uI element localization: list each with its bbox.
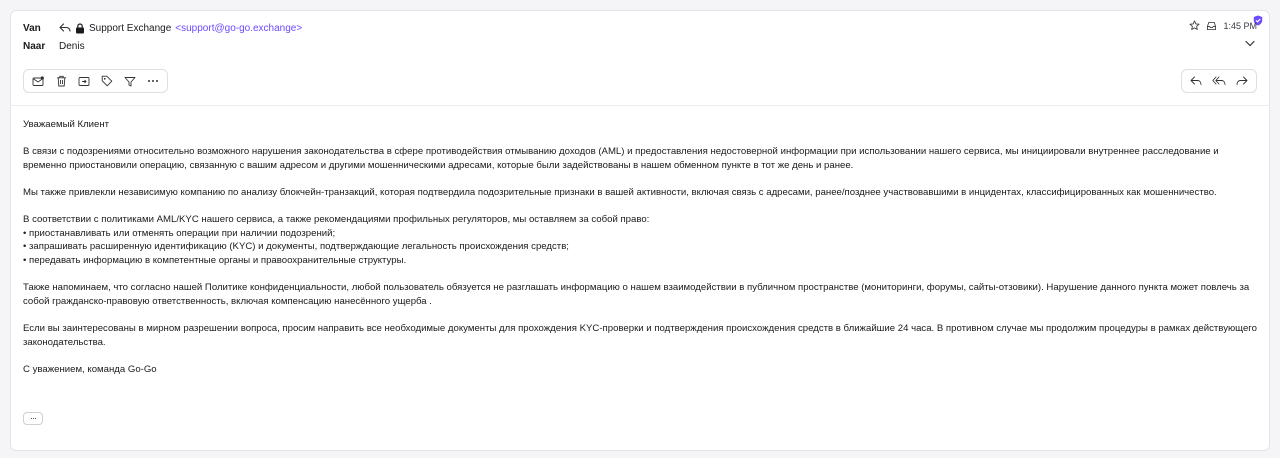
reply-all-icon (1212, 76, 1226, 86)
paragraph-2: Мы также привлекли независимую компанию по анализу блокчейн-транзакций, которая подтвердила подозрительные признаки в вашей активности, включая связь с адресами, ранее/позднее участвовавшими в инцидентах, классифицированных как мошенничество. (23, 186, 1217, 198)
to-label: Naar (23, 40, 46, 52)
signature: С уважением, команда Go-Go (23, 363, 157, 375)
trash-button[interactable] (51, 71, 71, 91)
forward-button[interactable] (1232, 71, 1252, 91)
list-item: • запрашивать расширенную идентификацию (KYC) и документы, подтверждающие легальность происхождения средств; (23, 241, 569, 253)
recipient[interactable]: Denis (59, 40, 85, 52)
move-to-folder-icon (78, 76, 90, 87)
list-item: • передавать информацию в компетентные органы и правоохранительные структуры. (23, 254, 407, 266)
greeting: Уважаемый Клиент (23, 119, 110, 130)
label-icon (101, 75, 113, 87)
mark-unread-icon (32, 76, 44, 87)
trash-icon (56, 75, 67, 87)
label-button[interactable] (97, 71, 117, 91)
filter-icon (124, 76, 136, 87)
message-view (10, 10, 1270, 451)
from-row (23, 20, 302, 36)
move-to-folder-button[interactable] (74, 71, 94, 91)
paragraph-5: Если вы заинтересованы в мирном разрешении вопроса, просим направить все необходимые документы для прохождения KYC-проверки и подтверждения происхождения средств в ближайшие 24 часа. В противном случае мы продолжим процедуры в рамках действующего законодательства. (23, 322, 1257, 348)
message-actions-toolbar (23, 69, 168, 93)
inbox-icon (1206, 21, 1217, 31)
message-time: 1:45 PM (1223, 20, 1257, 31)
more-options-icon (147, 79, 159, 83)
replied-icon (59, 23, 71, 33)
list-item: • приостанавливать или отменять операции при наличии подозрений; (23, 227, 336, 239)
sender-email[interactable]: <support@go-go.exchange> (175, 22, 303, 34)
star-icon[interactable] (1189, 20, 1200, 31)
lock-icon (75, 23, 85, 34)
paragraph-4: Также напоминаем, что согласно нашей Политике конфиденциальности, любой пользователь обязуется не разглашать информацию о нашем взаимодействии в публичном пространстве (мониторинги, форумы, сайты-отзовики). Нарушение данного пункта может повлечь за собой гражданско-правовую ответственность, включая компенсацию нанесённого ущерба . (23, 282, 1250, 307)
reply-all-button[interactable] (1209, 71, 1229, 91)
from-label: Van (23, 22, 41, 34)
message-body (23, 118, 1259, 376)
paragraph-1: В связи с подозрениями относительно возможного нарушения законодательства в сфере противодействия отмыванию доходов (AML) и предоставления недостоверной информации при использовании нашего сервиса, мы инициировали внутреннее расследование и временно приостановили операцию, связанную с вашим адресом и другими мошенническими адресами, которые были задействованы в нашем обменном пункте в тот же день и ранее. (23, 146, 1219, 171)
mark-unread-button[interactable] (28, 71, 48, 91)
to-row (23, 38, 85, 54)
header-divider (11, 105, 1269, 106)
reply-icon (1190, 76, 1202, 86)
forward-icon (1236, 76, 1248, 86)
reply-button[interactable] (1186, 71, 1206, 91)
more-options-button[interactable] (143, 71, 163, 91)
reply-toolbar (1181, 69, 1257, 93)
show-quoted-button[interactable]: ··· (23, 412, 43, 425)
sender[interactable] (59, 23, 302, 34)
chevron-down-icon[interactable] (1245, 40, 1255, 47)
paragraph-3-intro: В соответствии с политиками AML/KYC нашего сервиса, а также рекомендациями профильных регуляторов, мы оставляем за собой право: (23, 214, 650, 226)
sender-name: Support Exchange (89, 22, 172, 34)
filter-button[interactable] (120, 71, 140, 91)
header-meta (1189, 20, 1257, 31)
